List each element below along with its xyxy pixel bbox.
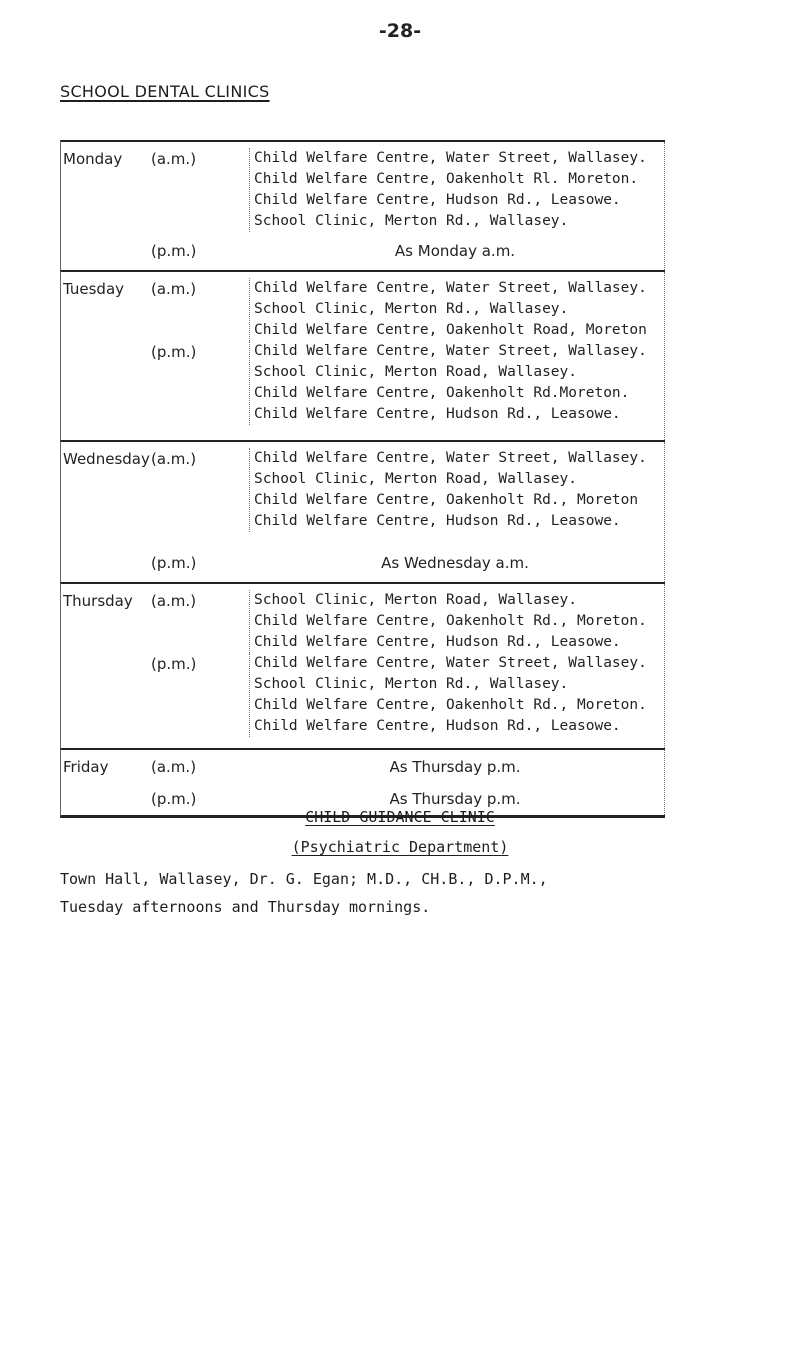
schedule-row-thursday [60,582,665,748]
venue-line: Child Welfare Centre, Hudson Rd., Leasowe. [254,406,621,422]
venue-line: Child Welfare Centre, Hudson Rd., Leasowe. [254,192,621,208]
venue-list-am [249,590,662,653]
schedule-row-tuesday [60,270,665,440]
venue-line: School Clinic, Merton Road, Wallasey. [254,592,578,608]
venue-list-pm [249,341,662,425]
clinic-schedule-table [60,140,665,818]
day-label: Friday [63,758,109,776]
venue-line: Child Welfare Centre, Water Street, Wallasey. [254,343,647,359]
same-as-note: As Wednesday a.m. [381,554,529,572]
period-label-pm: (p.m.) [151,790,197,808]
venue-line: Child Welfare Centre, Oakenholt Rd., Moreton. [254,697,647,713]
day-label: Tuesday [63,280,125,298]
column-divider [664,442,665,582]
venue-list-am [249,148,662,232]
page-title: SCHOOL DENTAL CLINICS [60,82,270,101]
venue-list-am [249,448,662,532]
guidance-clinic-location: Town Hall, Wallasey, Dr. G. Egan; M.D., CH.B., D.P.M., [60,870,548,888]
venue-line: School Clinic, Merton Rd., Wallasey. [254,676,569,692]
venue-list-pm [249,653,662,737]
venue-line: Child Welfare Centre, Water Street, Wallasey. [254,450,647,466]
venue-line: Child Welfare Centre, Water Street, Wallasey. [254,280,647,296]
period-label-pm: (p.m.) [151,655,197,673]
guidance-clinic-subtitle: (Psychiatric Department) [291,838,509,856]
venue-line: Child Welfare Centre, Hudson Rd., Leasowe. [254,718,621,734]
day-label: Thursday [63,592,133,610]
period-label-am: (a.m.) [151,592,197,610]
period-label-pm: (p.m.) [151,343,197,361]
guidance-clinic-hours: Tuesday afternoons and Thursday mornings. [60,898,431,916]
venue-line: School Clinic, Merton Road, Wallasey. [254,471,578,487]
schedule-row-monday [60,140,665,270]
venue-line: School Clinic, Merton Rd., Wallasey. [254,213,569,229]
schedule-row-wednesday [60,440,665,582]
day-label: Monday [63,150,123,168]
period-label-am: (a.m.) [151,450,197,468]
venue-line: Child Welfare Centre, Oakenholt Road, Moreton [254,322,647,338]
period-label-am: (a.m.) [151,280,197,298]
same-as-note: As Monday a.m. [394,242,516,260]
period-label-am: (a.m.) [151,758,197,776]
page-number: -28- [378,20,422,42]
venue-line: Child Welfare Centre, Water Street, Wallasey. [254,655,647,671]
venue-line: Child Welfare Centre, Water Street, Wallasey. [254,150,647,166]
column-divider [664,584,665,748]
period-label-pm: (p.m.) [151,242,197,260]
column-divider [664,142,665,270]
venue-list-am [249,278,662,341]
venue-line: Child Welfare Centre, Hudson Rd., Leasowe. [254,513,621,529]
day-label: Wednesday [63,450,150,468]
same-as-note: As Thursday p.m. [389,758,521,776]
guidance-clinic-title: CHILD GUIDANCE CLINIC [305,808,495,826]
venue-line: Child Welfare Centre, Oakenholt Rd., Moreton [254,492,639,508]
venue-line: Child Welfare Centre, Oakenholt Rd., Moreton. [254,613,647,629]
period-label-pm: (p.m.) [151,554,197,572]
column-divider [664,750,665,815]
venue-line: School Clinic, Merton Road, Wallasey. [254,364,578,380]
venue-line: School Clinic, Merton Rd., Wallasey. [254,301,569,317]
same-as-note: As Thursday p.m. [389,790,521,808]
column-divider [664,272,665,440]
venue-line: Child Welfare Centre, Oakenholt Rd.Moreton. [254,385,630,401]
venue-line: Child Welfare Centre, Hudson Rd., Leasowe. [254,634,621,650]
period-label-am: (a.m.) [151,150,197,168]
venue-line: Child Welfare Centre, Oakenholt Rl. Moreton. [254,171,639,187]
